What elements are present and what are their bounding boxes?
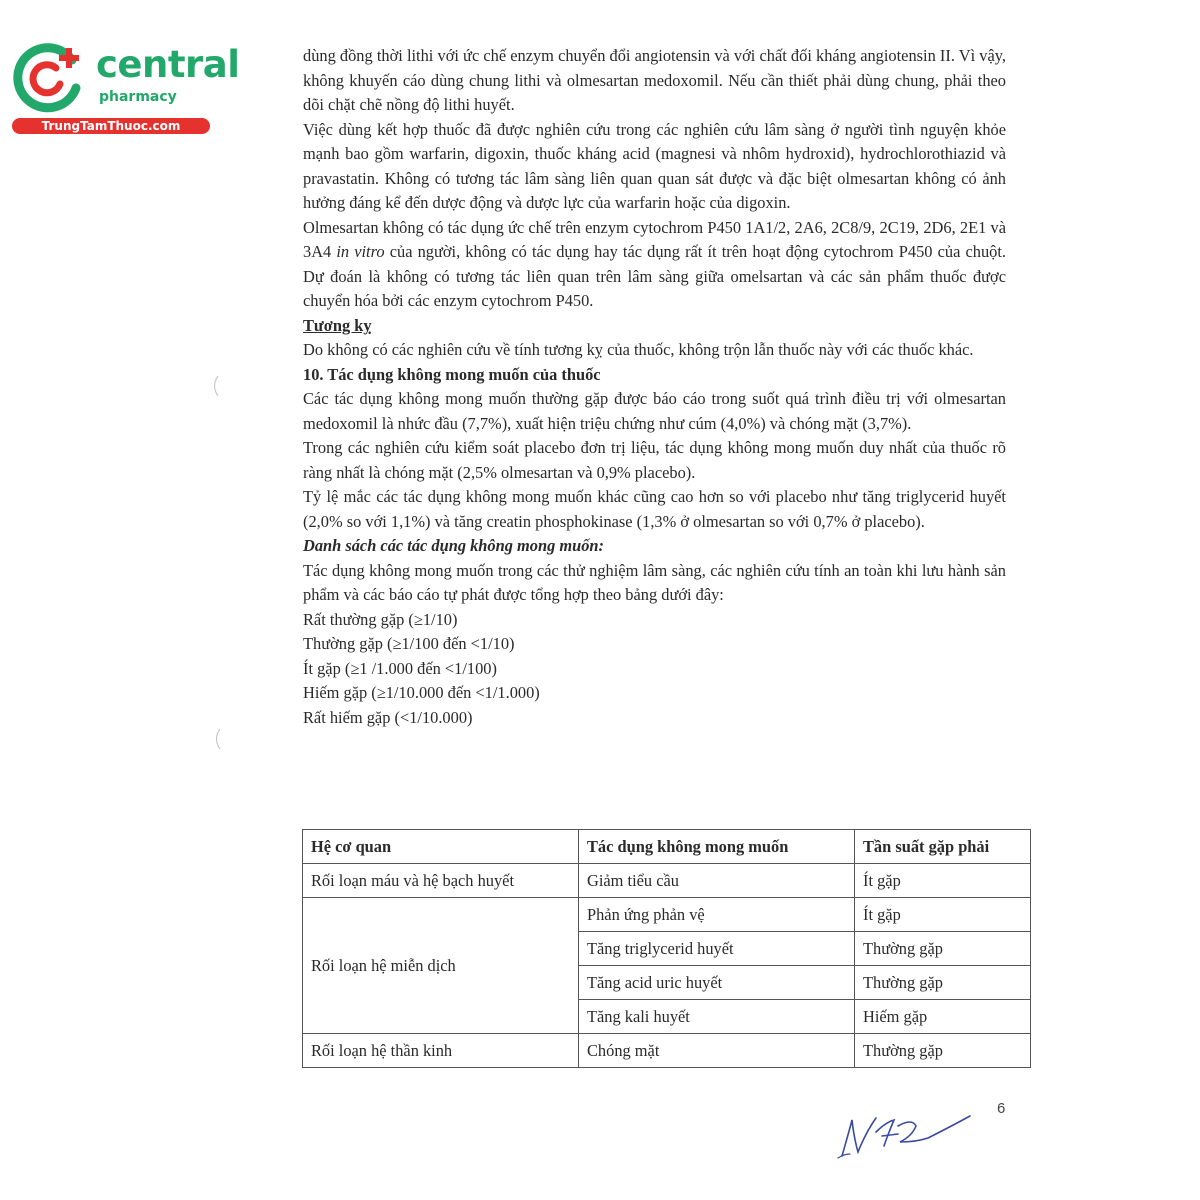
heading-tuong-ky — [303, 314, 1006, 339]
paragraph-placebo: Trong các nghiên cứu kiểm soát placebo đơn trị liệu, tác dụng không mong muốn duy nhất của thuốc rõ ràng nhất là chóng mặt (2,5% olmesartan và 0,9% placebo). — [303, 438, 1006, 482]
cytochrom-text-a: Olmesartan không có tác dụng ức chế trên enzym cytochrom P450 1A1/2, 2A6, 2C8/9, 2C19, 2D6, 2E1 và 3A4 — [303, 217, 1006, 261]
cell-organ: Rối loạn hệ miễn dịch — [303, 898, 579, 1034]
cell-effect: Chóng mặt — [579, 1034, 855, 1068]
table-row — [303, 1034, 1031, 1068]
cell-effect: Phản ứng phản vệ — [579, 898, 855, 932]
pharmacy-cross-icon — [10, 38, 94, 116]
paragraph-cytochrom — [303, 216, 1006, 314]
page-number: 6 — [997, 1100, 1006, 1117]
cell-frequency: Hiếm gặp — [855, 1000, 1031, 1034]
cell-effect: Tăng acid uric huyết — [579, 966, 855, 1000]
scan-mark — [212, 728, 222, 750]
cell-effect: Giảm tiểu cầu — [579, 864, 855, 898]
frequency-common: Thường gặp (≥1/100 đến <1/10) — [303, 634, 515, 653]
cell-organ: Rối loạn hệ thần kinh — [303, 1034, 579, 1068]
paragraph-other-effects: Tỷ lệ mắc các tác dụng không mong muốn khác cũng cao hơn so với placebo như tăng triglycerid huyết (2,0% so với 1,1%) và tăng creatin phosphokinase (1,3% ở olmesartan so với 0,7% ở placebo). — [303, 487, 1006, 531]
cell-effect: Tăng triglycerid huyết — [579, 932, 855, 966]
handwritten-signature — [836, 1108, 976, 1163]
cell-frequency: Thường gặp — [855, 932, 1031, 966]
cell-frequency: Thường gặp — [855, 1034, 1031, 1068]
frequency-uncommon: Ít gặp (≥1 /1.000 đến <1/100) — [303, 658, 497, 678]
header-frequency: Tần suất gặp phải — [855, 830, 1031, 864]
heading-list: Danh sách các tác dụng không mong muốn: — [303, 536, 605, 555]
heading-tuong-ky-text: Tương kỵ — [303, 315, 372, 335]
cell-organ: Rối loạn máu và hệ bạch huyết — [303, 864, 579, 898]
paragraph-table-intro: Tác dụng không mong muốn trong các thử nghiệm lâm sàng, các nghiên cứu tính an toàn khi lưu hành sản phẩm và các báo cáo tự phát được tổng hợp theo bảng dưới đây: — [303, 560, 1006, 604]
frequency-very-common: Rất thường gặp (≥1/10) — [303, 609, 458, 629]
brand-subtitle: pharmacy — [99, 89, 177, 105]
table-row — [303, 864, 1031, 898]
paragraph-incompatibility: Do không có các nghiên cứu về tính tương kỵ của thuốc, không trộn lẫn thuốc này với các thuốc khác. — [303, 340, 974, 359]
brand-name: central — [96, 43, 240, 86]
cell-frequency: Thường gặp — [855, 966, 1031, 1000]
cell-effect: Tăng kali huyết — [579, 1000, 855, 1034]
paragraph-interactions: Việc dùng kết hợp thuốc đã được nghiên cứu trong các nghiên cứu lâm sàng ở người tình nguyện khỏe mạnh bao gồm warfarin, digoxin, thuốc kháng acid (magnesi và nhôm hydroxid), hydrochlorothiazid và pravastatin. Không có tương tác lâm sàng liên quan quan sát được và đặc biệt olmesartan không có ảnh hưởng đáng kể đến dược động và dược lực của warfarin hoặc của digoxin. — [303, 119, 1006, 212]
header-organ: Hệ cơ quan — [303, 830, 579, 864]
frequency-very-rare: Rất hiếm gặp (<1/10.000) — [303, 707, 473, 727]
cytochrom-text-b: của người, không có tác dụng hay tác dụng rất ít trên hoạt động cytochrom P450 của chuột. Dự đoán là không có tương tác liên quan trên lâm sàng giữa omelsartan và các sản phẩm thuốc được chuyển hóa bởi các enzym cytochrom P450. — [303, 242, 1006, 310]
brand-website: TrungTamThuoc.com — [12, 118, 210, 134]
scan-mark — [210, 375, 220, 397]
paragraph-lithi: dùng đồng thời lithi với ức chế enzym chuyển đổi angiotensin và với chất đối kháng angiotensin II. Vì vậy, không khuyến cáo dùng chung lithi và olmesartan medoxomil. Nếu cần thiết phải dùng chung, phải theo dõi chặt chẽ nồng độ lithi huyết. — [303, 46, 1006, 114]
table-header-row — [303, 830, 1031, 864]
in-vitro-text: in vitro — [336, 242, 385, 261]
central-pharmacy-logo — [10, 38, 240, 138]
table-row — [303, 898, 1031, 932]
adverse-effects-table — [302, 829, 1031, 1068]
frequency-rare: Hiếm gặp (≥1/10.000 đến <1/1.000) — [303, 683, 540, 702]
heading-section-10: 10. Tác dụng không mong muốn của thuốc — [303, 364, 601, 384]
paragraph-common-effects: Các tác dụng không mong muốn thường gặp được báo cáo trong suốt quá trình điều trị với olmesartan medoxomil là nhức đầu (7,7%), xuất hiện triệu chứng như cúm (4,0%) và chóng mặt (3,7%). — [303, 389, 1006, 433]
cell-frequency: Ít gặp — [855, 864, 1031, 898]
header-effect: Tác dụng không mong muốn — [579, 830, 855, 864]
document-body — [303, 44, 1006, 730]
cell-frequency: Ít gặp — [855, 898, 1031, 932]
